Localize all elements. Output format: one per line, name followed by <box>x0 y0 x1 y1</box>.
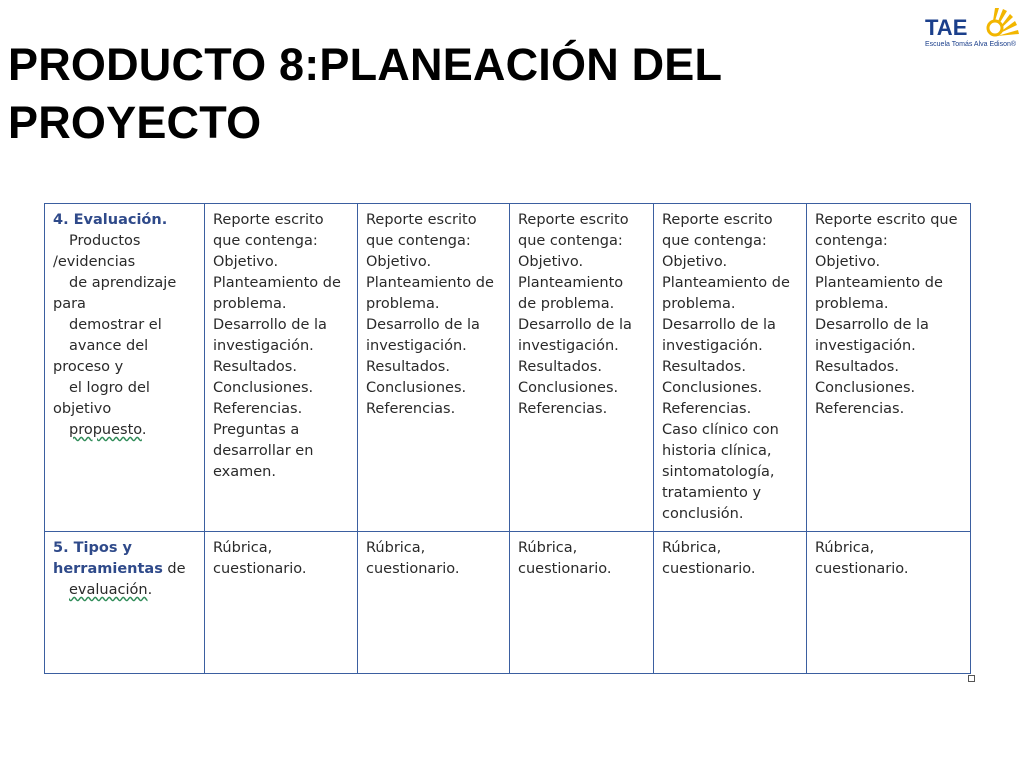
row-header-line <box>53 357 196 378</box>
table-cell <box>358 532 510 674</box>
cell-text-line: que contenga: <box>518 233 623 249</box>
row-header-text: proceso y <box>53 359 124 375</box>
cell-text-line: Planteamiento de <box>662 275 790 291</box>
cell-text-line: Conclusiones. <box>366 380 467 396</box>
row-header-suffix: . <box>147 582 153 598</box>
table-cell <box>654 532 807 674</box>
cell-text-line: Caso clínico con <box>662 422 779 438</box>
cell-text-line: Planteamiento <box>518 275 624 291</box>
cell-text-line: Desarrollo de la <box>815 317 929 333</box>
cell-text-line: Planteamiento de <box>815 275 943 291</box>
table-resize-handle[interactable] <box>968 675 975 682</box>
row-header-text: evaluación <box>69 582 148 598</box>
cell-text-line: historia clínica, <box>662 443 772 459</box>
cell-text-line: Referencias. <box>815 401 905 417</box>
cell-text-line: cuestionario. <box>662 561 756 577</box>
cell-text-line: Resultados. <box>662 359 746 375</box>
cell-text-line: Rúbrica, <box>662 540 722 556</box>
slide-title-line-1: PRODUCTO 8:PLANEACIÓN DEL <box>8 39 723 90</box>
row-header-suffix: de <box>162 561 186 577</box>
cell-text-line: Desarrollo de la <box>213 317 327 333</box>
cell-text-line: tratamiento y <box>662 485 762 501</box>
cell-text-line: problema. <box>815 296 889 312</box>
table-cell <box>654 204 807 532</box>
cell-text-line: Referencias. <box>213 401 303 417</box>
row-header-text: para <box>53 296 86 312</box>
row-header-text: /evidencias <box>53 254 136 270</box>
table-row <box>45 204 971 532</box>
cell-text-line: Objetivo. <box>815 254 881 270</box>
row-header-title: 4. Evaluación. <box>53 212 168 228</box>
cell-text-line: Reporte escrito que <box>815 212 958 228</box>
row-header-line <box>53 580 196 601</box>
cell-text-line: cuestionario. <box>213 561 307 577</box>
cell-text-line: de problema. <box>518 296 615 312</box>
row-header-text: Productos <box>69 233 141 249</box>
cell-text-line: Desarrollo de la <box>366 317 480 333</box>
cell-text-line: Objetivo. <box>662 254 728 270</box>
cell-text-line: que contenga: <box>662 233 767 249</box>
cell-text-line: investigación. <box>366 338 467 354</box>
row-header-line <box>53 294 196 315</box>
cell-text-line: problema. <box>366 296 440 312</box>
row-header-line <box>53 559 196 580</box>
row-header-line <box>53 336 196 357</box>
cell-text-line: Resultados. <box>815 359 899 375</box>
cell-text-line: Rúbrica, <box>213 540 273 556</box>
row-header-title: 5. Tipos y <box>53 540 132 556</box>
school-logo <box>925 4 1019 54</box>
cell-text-line: Reporte escrito <box>366 212 477 228</box>
row-header-line <box>53 378 196 399</box>
cell-text-line: que contenga: <box>213 233 318 249</box>
table-cell <box>510 204 654 532</box>
row-header-text: herramientas <box>53 561 163 577</box>
table-cell <box>807 532 971 674</box>
row-header-text: el logro del <box>69 380 150 396</box>
cell-text-line: Resultados. <box>366 359 450 375</box>
cell-text-line: Objetivo. <box>518 254 584 270</box>
cell-text-line: Planteamiento de <box>366 275 494 291</box>
cell-text-line: Reporte escrito <box>518 212 629 228</box>
cell-text-line: Preguntas a <box>213 422 300 438</box>
cell-text-line: investigación. <box>815 338 916 354</box>
table-cell <box>205 532 358 674</box>
cell-text-line: cuestionario. <box>366 561 460 577</box>
row-header-line <box>53 399 196 420</box>
row-header-line <box>53 273 196 294</box>
cell-text-line: Referencias. <box>662 401 752 417</box>
row-header-line <box>53 420 196 441</box>
slide-title <box>8 36 888 152</box>
cell-text-line: problema. <box>662 296 736 312</box>
cell-text-line: Rúbrica, <box>366 540 426 556</box>
row-header-cell <box>45 204 205 532</box>
table-row <box>45 532 971 674</box>
cell-text-line: Objetivo. <box>213 254 279 270</box>
cell-text-line: investigación. <box>662 338 763 354</box>
table-cell <box>807 204 971 532</box>
cell-text-line: cuestionario. <box>518 561 612 577</box>
cell-text-line: Referencias. <box>518 401 608 417</box>
row-header-cell <box>45 532 205 674</box>
cell-text-line: contenga: <box>815 233 888 249</box>
row-header-text: propuesto <box>69 422 142 438</box>
table-cell <box>358 204 510 532</box>
cell-text-line: investigación. <box>518 338 619 354</box>
cell-text-line: problema. <box>213 296 287 312</box>
cell-text-line: Objetivo. <box>366 254 432 270</box>
cell-text-line: Desarrollo de la <box>662 317 776 333</box>
cell-text-line: Referencias. <box>366 401 456 417</box>
cell-text-line: desarrollar en <box>213 443 314 459</box>
cell-text-line: Conclusiones. <box>213 380 314 396</box>
cell-text-line: examen. <box>213 464 276 480</box>
logo-subtitle: Escuela Tomás Alva Edison® <box>925 41 1017 48</box>
planning-table <box>44 203 971 674</box>
cell-text-line: Conclusiones. <box>518 380 619 396</box>
table-cell <box>205 204 358 532</box>
slide-title-line-2: PROYECTO <box>8 97 262 148</box>
cell-text-line: cuestionario. <box>815 561 909 577</box>
cell-text-line: Rúbrica, <box>518 540 578 556</box>
table-cell <box>510 532 654 674</box>
cell-text-line: Rúbrica, <box>815 540 875 556</box>
cell-text-line: Resultados. <box>518 359 602 375</box>
row-header-text: objetivo <box>53 401 112 417</box>
cell-text-line: Conclusiones. <box>662 380 763 396</box>
cell-text-line: investigación. <box>213 338 314 354</box>
row-header-line <box>53 231 196 252</box>
cell-text-line: Resultados. <box>213 359 297 375</box>
logo-text: TAE <box>925 15 968 40</box>
planning-table-container <box>44 203 970 673</box>
row-header-line <box>53 252 196 273</box>
cell-text-line: Desarrollo de la <box>518 317 632 333</box>
cell-text-line: sintomatología, <box>662 464 775 480</box>
cell-text-line: Planteamiento de <box>213 275 341 291</box>
row-header-text: de aprendizaje <box>69 275 177 291</box>
cell-text-line: conclusión. <box>662 506 744 522</box>
cell-text-line: Conclusiones. <box>815 380 916 396</box>
cell-text-line: Reporte escrito <box>213 212 324 228</box>
cell-text-line: que contenga: <box>366 233 471 249</box>
row-header-text: avance del <box>69 338 149 354</box>
row-header-text: demostrar el <box>69 317 162 333</box>
row-header-line <box>53 315 196 336</box>
row-header-suffix: . <box>141 422 147 438</box>
cell-text-line: Reporte escrito <box>662 212 773 228</box>
sunburst-logo-icon <box>925 4 1019 42</box>
